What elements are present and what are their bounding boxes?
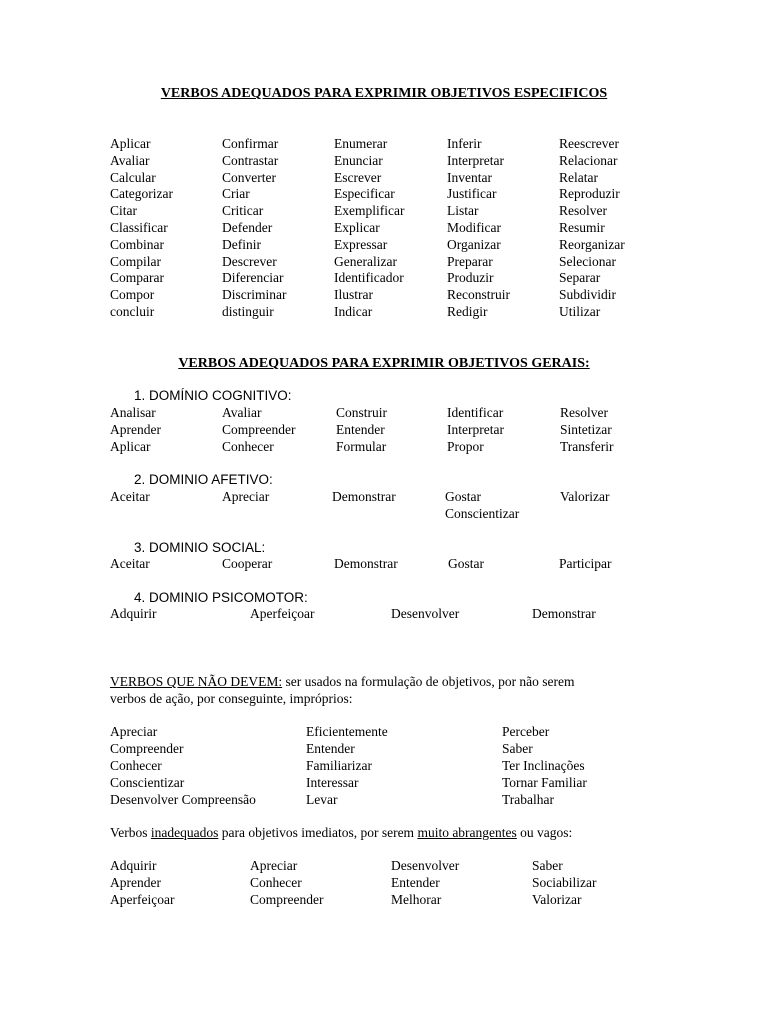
domain-heading-social: 3. DOMINIO SOCIAL: [134,540,266,555]
verb-cell: Apreciar [250,858,298,873]
verb-cell: Especificar [334,186,395,202]
verb-cell: Generalizar [334,253,397,269]
verb-cell: Desenvolver Compreensão [110,792,256,807]
verb-cell: Participar [559,556,612,571]
verb-cell: Redigir [447,304,488,319]
verb-cell: Desenvolver [391,858,460,873]
verb-cell: Eficientemente [306,724,388,739]
verb-cell: Utilizar [559,304,601,319]
verb-cell: Tornar Familiar [502,775,587,790]
verb-cell: Conscientizar [110,775,185,790]
verb-cell: Aperfeiçoar [110,892,175,907]
verb-cell: Melhorar [391,892,442,907]
domain-heading-affective: 2. DOMINIO AFETIVO: [134,472,273,487]
verb-cell: Construir [336,405,388,420]
verb-cell: Familiarizar [306,758,372,773]
verb-cell: Perceber [502,724,550,739]
verb-cell: Criticar [222,203,264,219]
verb-cell: Expressar [334,236,388,252]
verb-cell: Compreender [250,892,324,907]
domain-heading-psychomotor: 4. DOMINIO PSICOMOTOR: [134,590,308,605]
verb-cell: Produzir [447,270,494,286]
verb-cell: Comparar [110,270,164,286]
verb-cell: Demonstrar [332,489,396,504]
verb-cell: Escrever [334,169,382,185]
verb-cell: Aprender [110,875,161,890]
verb-cell: Aprender [110,422,161,437]
verb-cell: Separar [559,270,601,286]
verb-cell: Avaliar [222,405,262,420]
verb-cell: Demonstrar [334,556,398,571]
verb-cell: Classificar [110,220,168,235]
verb-cell: Calcular [110,169,156,185]
verb-cell: Adquirir [110,606,157,621]
inadequate-text-1: Verbos [110,825,151,840]
verb-cell: concluir [110,304,155,319]
verb-cell: Aperfeiçoar [250,606,315,621]
verb-cell: Trabalhar [502,792,554,807]
not-verbs-lead-rest: ser usados na formulação de objetivos, por não serem [282,674,575,689]
verb-cell: Valorizar [560,489,610,504]
verb-cell: Reescrever [559,136,619,151]
domain-heading-cognitive: 1. DOMÍNIO COGNITIVO: [134,388,292,403]
verb-cell: Interpretar [447,152,504,168]
verb-cell: Ter Inclinações [502,758,585,773]
verb-cell: Reproduzir [559,186,620,202]
verb-cell: Conhecer [110,758,162,773]
verb-cell: Aplicar [110,439,151,454]
verb-cell: Transferir [560,439,614,454]
verb-cell: Converter [222,169,276,185]
inadequate-underlined-1: inadequados [150,825,219,840]
verb-cell: Categorizar [110,186,173,202]
inadequate-intro [110,825,572,842]
verb-cell: Cooperar [222,556,273,571]
verb-cell: Reorganizar [559,236,625,252]
verb-cell: Relatar [559,169,598,185]
verb-cell: Discriminar [222,287,287,303]
verb-cell: Saber [502,741,533,756]
verb-cell: Aceitar [110,489,150,504]
verb-cell: Resolver [559,203,607,219]
verb-cell: Resumir [559,220,605,235]
verb-cell: Gostar [448,556,484,571]
title-general-objectives: VERBOS ADEQUADOS PARA EXPRIMIR OBJETIVOS GERAIS: [178,356,590,371]
verb-cell: Inferir [447,136,482,151]
inadequate-text-3: ou vagos: [516,825,573,840]
verb-cell: Descrever [222,253,277,269]
verb-cell: Sintetizar [560,422,612,437]
verb-cell: Apreciar [222,489,270,504]
verb-cell: Formular [336,439,387,454]
verb-cell: Enunciar [334,152,383,168]
verb-cell: Inventar [447,169,492,185]
verb-cell: Justificar [447,186,497,202]
verb-cell: Resolver [560,405,608,420]
verb-cell: Contrastar [222,152,279,168]
verb-cell: distinguir [222,304,274,319]
verb-cell: Apreciar [110,724,158,739]
verb-cell: Compreender [110,741,184,756]
verb-cell: Identificador [334,270,404,286]
verb-cell: Saber [532,858,563,873]
verb-cell: Compilar [110,253,161,269]
not-verbs-intro-line2: verbos de ação, por conseguinte, impróprios: [110,691,353,706]
verb-cell: Compor [110,287,155,303]
verb-cell: Entender [391,875,440,890]
verb-cell: Ilustrar [334,287,373,303]
verb-cell: Enumerar [334,136,388,151]
verb-cell: Interessar [306,775,359,790]
verb-cell: Gostar [445,489,481,504]
verb-cell: Criar [222,186,250,202]
verb-cell: Listar [447,203,479,219]
inadequate-underlined-2: muito abrangentes [417,825,517,840]
verb-cell: Interpretar [447,422,504,437]
verb-cell: Indicar [334,304,373,319]
verb-cell: Identificar [447,405,504,420]
verb-cell: Entender [306,741,355,756]
verb-cell: Conhecer [222,439,274,454]
verb-cell: Analisar [110,405,156,420]
verb-cell: Definir [222,236,261,252]
verb-cell: Entender [336,422,385,437]
verb-cell: Compreender [222,422,296,437]
verb-cell: Avaliar [110,152,150,168]
verb-cell: Conscientizar [445,506,520,521]
verb-cell: Combinar [110,236,164,252]
verb-cell: Adquirir [110,858,157,873]
verb-cell: Diferenciar [222,270,284,286]
verb-cell: Sociabilizar [532,875,597,890]
verb-cell: Defender [222,220,273,235]
verb-cell: Propor [447,439,484,454]
verb-cell: Valorizar [532,892,582,907]
verb-cell: Aceitar [110,556,150,571]
verb-cell: Citar [110,203,137,219]
verb-cell: Explicar [334,220,380,235]
verb-cell: Desenvolver [391,606,460,621]
verb-cell: Confirmar [222,136,279,151]
verb-cell: Organizar [447,236,501,252]
title-specific-objectives: VERBOS ADEQUADOS PARA EXPRIMIR OBJETIVOS ESPECIFICOS [160,86,608,101]
verb-cell: Conhecer [250,875,302,890]
inadequate-text-2: para objetivos imediatos, por serem [218,825,418,840]
verb-cell: Reconstruir [447,287,510,303]
verb-cell: Modificar [447,220,501,235]
verb-cell: Preparar [447,253,493,269]
verb-cell: Exemplificar [334,203,405,219]
verb-cell: Levar [306,792,338,807]
verb-cell: Subdividir [559,287,617,303]
verb-cell: Relacionar [559,152,618,168]
verb-cell: Selecionar [559,253,616,269]
not-verbs-lead: VERBOS QUE NÃO DEVEM: [110,674,283,689]
verb-cell: Aplicar [110,136,151,151]
not-verbs-intro-line1 [110,674,575,691]
verb-cell: Demonstrar [532,606,596,621]
